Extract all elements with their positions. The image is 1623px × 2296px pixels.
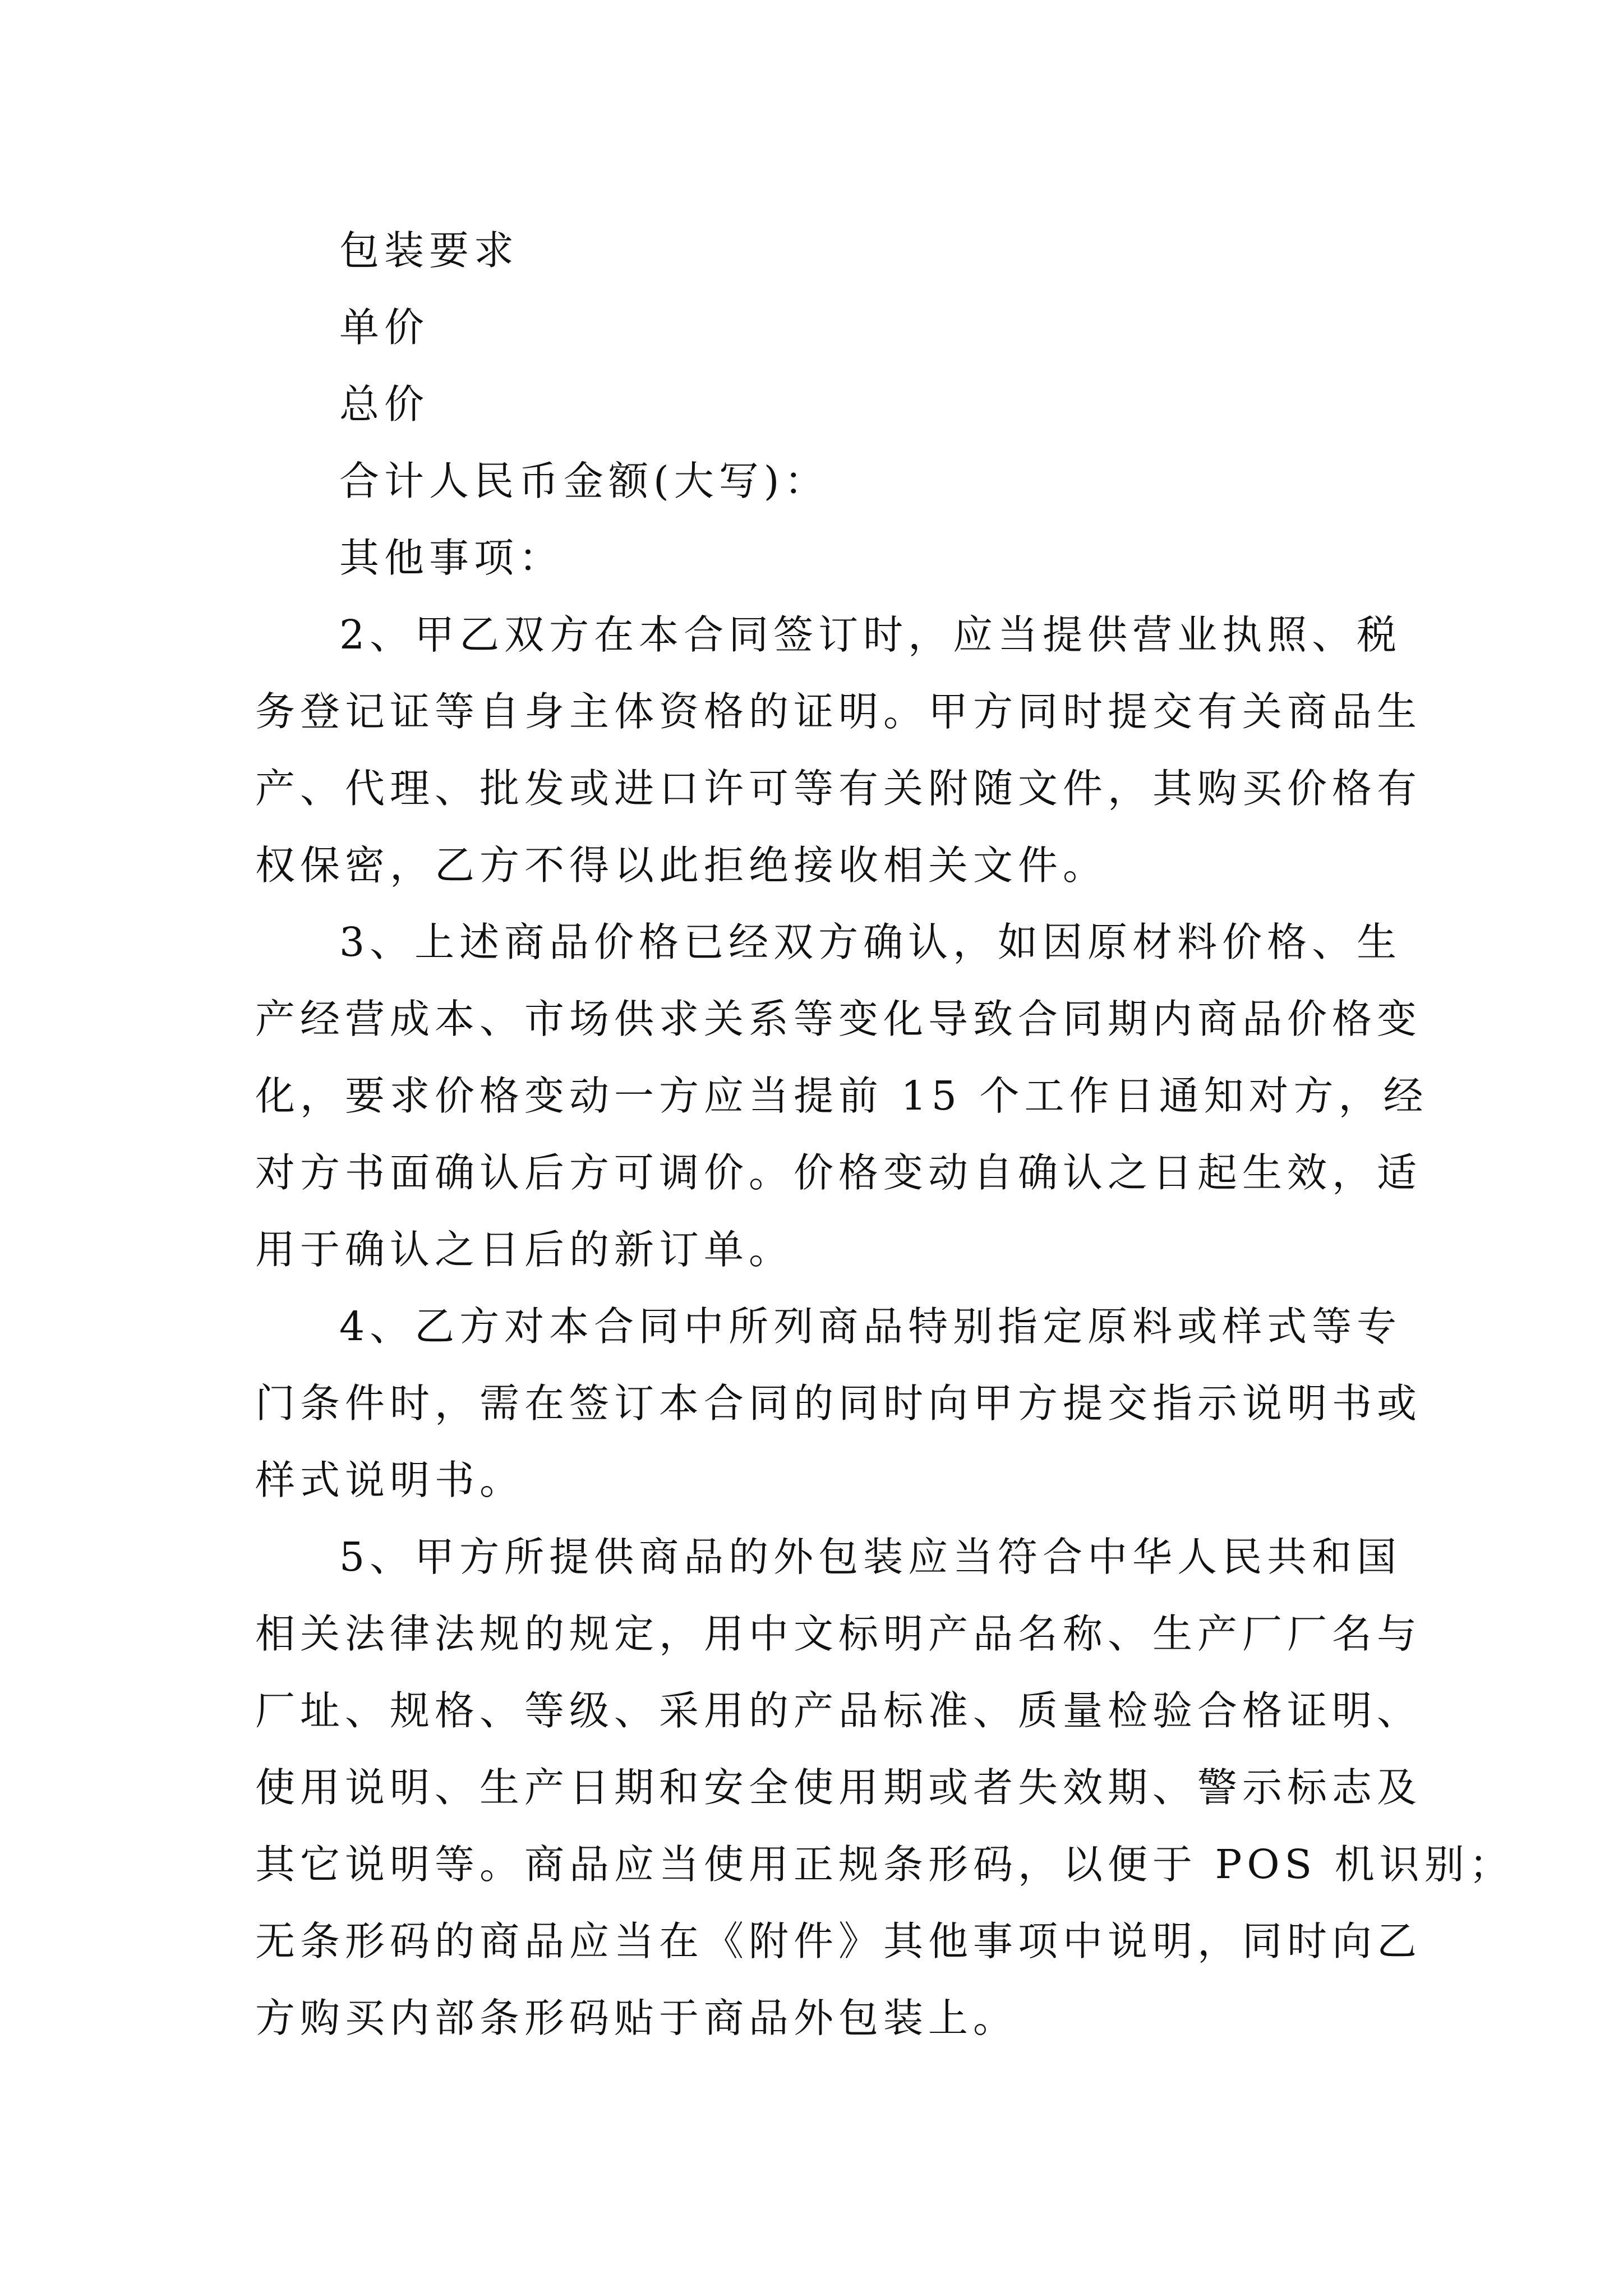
field-unit-price: 单价 — [339, 304, 430, 351]
clause-5-line: 其它说明等。商品应当使用正规条形码，以便于 POS 机识别； — [255, 1841, 1514, 1888]
clause-2-line: 务登记证等自身主体资格的证明。甲方同时提交有关商品生 — [255, 688, 1422, 735]
clause-4-line: 4、乙方对本合同中所列商品特别指定原料或样式等专 — [339, 1303, 1402, 1350]
clause-5-line: 5、甲方所提供商品的外包装应当符合中华人民共和国 — [339, 1534, 1402, 1580]
field-other-matters: 其他事项： — [339, 535, 564, 581]
clause-2-line: 产、代理、批发或进口许可等有关附随文件，其购买价格有 — [255, 765, 1422, 812]
clause-2 — [255, 596, 1422, 904]
clause-5-line: 厂址、规格、等级、采用的产品标准、质量检验合格证明、 — [255, 1687, 1422, 1734]
clause-5 — [255, 1519, 1514, 2056]
document-body — [255, 212, 1514, 2056]
clause-5-line: 无条形码的商品应当在《附件》其他事项中说明，同时向乙 — [255, 1918, 1422, 1964]
clause-2-line: 权保密，乙方不得以此拒绝接收相关文件。 — [255, 842, 1108, 889]
clause-4-line: 样式说明书。 — [255, 1457, 525, 1503]
clause-2-line: 2、甲乙双方在本合同签订时，应当提供营业执照、税 — [339, 611, 1402, 658]
clause-3-line: 3、上述商品价格已经双方确认，如因原材料价格、生 — [339, 919, 1402, 965]
field-total-price: 总价 — [339, 381, 430, 427]
clause-3-line: 对方书面确认后方可调价。价格变动自确认之日起生效，适 — [255, 1149, 1422, 1196]
clause-5-line: 相关法律法规的规定，用中文标明产品名称、生产厂厂名与 — [255, 1611, 1422, 1657]
clause-3-line: 用于确认之日后的新订单。 — [255, 1226, 794, 1273]
field-packaging-requirements: 包装要求 — [339, 227, 519, 274]
clause-5-line: 使用说明、生产日期和安全使用期或者失效期、警示标志及 — [255, 1764, 1422, 1811]
clause-4-line: 门条件时，需在签订本合同的同时向甲方提交指示说明书或 — [255, 1380, 1422, 1427]
clause-5-line: 方购买内部条形码贴于商品外包装上。 — [255, 1995, 1018, 2041]
clause-3-line: 化，要求价格变动一方应当提前 15 个工作日通知对方，经 — [255, 1073, 1428, 1119]
clause-3 — [255, 904, 1428, 1288]
field-total-rmb-uppercase: 合计人民币金额(大写)： — [339, 458, 829, 504]
clause-3-line: 产经营成本、市场供求关系等变化导致合同期内商品价格变 — [255, 996, 1422, 1042]
clause-4 — [255, 1288, 1422, 1519]
